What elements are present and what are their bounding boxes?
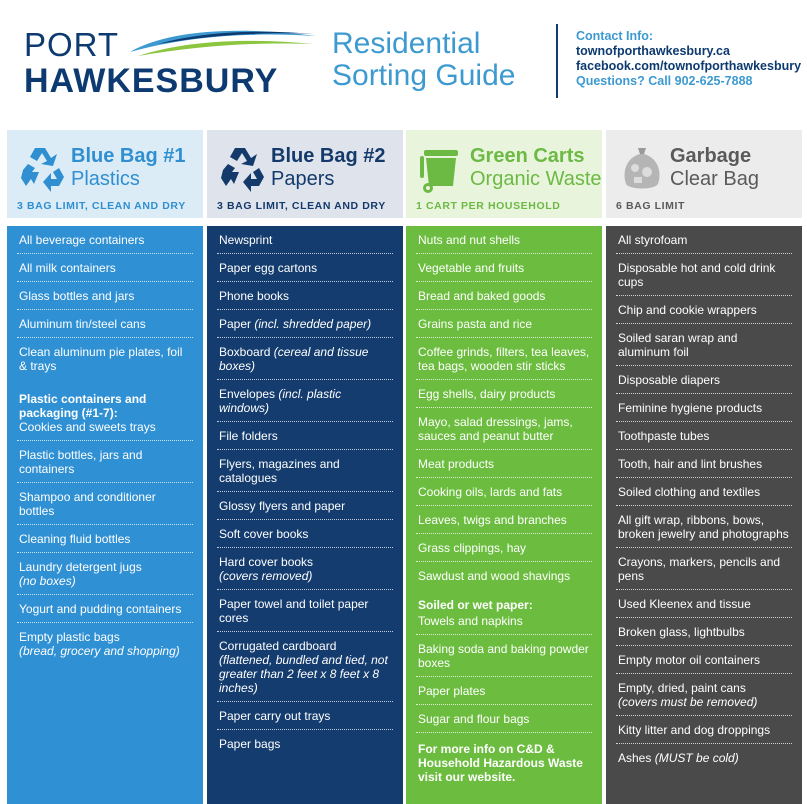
column-list	[7, 226, 203, 804]
column-header	[606, 130, 802, 218]
list-item: Boxboard (cereal and tissue boxes)	[217, 338, 393, 380]
column-title: Blue Bag #2	[271, 145, 386, 167]
list-item: Shampoo and conditioner bottles	[17, 483, 193, 525]
list-item: All milk containers	[17, 254, 193, 282]
garbage-bag-icon	[616, 142, 668, 194]
column-subtitle: Papers	[271, 168, 335, 190]
column-subtitle: Organic Waste	[470, 168, 602, 190]
more-info-note: For more info on C&D & Household Hazardous Waste visit our website.	[418, 742, 583, 784]
list-item: Glass bottles and jars	[17, 282, 193, 310]
list-item: Paper (incl. shredded paper)	[217, 310, 393, 338]
list-item: Chip and cookie wrappers	[616, 296, 792, 324]
header-divider	[556, 24, 558, 98]
column-green-carts-organics	[406, 130, 602, 804]
list-item: Crayons, markers, pencils and pens	[616, 548, 792, 590]
group-title: Plastic containers and packaging (#1-7):	[19, 392, 147, 420]
column-subtitle: Plastics	[71, 168, 140, 190]
list-item: All styrofoam	[616, 226, 792, 254]
list-item: Plastic bottles, jars and containers	[17, 441, 193, 483]
column-blue-bag-plastics	[7, 130, 203, 804]
column-subtitle: Clear Bag	[670, 168, 759, 190]
list-item: Sawdust and wood shavings	[418, 569, 571, 583]
list-item: Paper bags	[219, 737, 281, 751]
list-item: Soiled clothing and textiles	[616, 478, 792, 506]
list-item: Nuts and nut shells	[416, 226, 592, 254]
list-item: Meat products	[416, 450, 592, 478]
list-item: Paper egg cartons	[217, 254, 393, 282]
contact-info	[576, 29, 801, 89]
column-garbage-clear-bag	[606, 130, 802, 804]
contact-website-link[interactable]: townofporthawkesbury.ca	[576, 44, 730, 58]
logo-hawkesbury-text: HAWKESBURY	[24, 62, 279, 100]
port-hawkesbury-logo	[24, 24, 314, 100]
list-item: Mayo, salad dressings, jams, sauces and peanut butter	[416, 408, 592, 450]
list-item: Aluminum tin/steel cans	[17, 310, 193, 338]
list-item: Feminine hygiene products	[616, 394, 792, 422]
list-item: Kitty litter and dog droppings	[616, 716, 792, 744]
list-item: Used Kleenex and tissue	[616, 590, 792, 618]
contact-title: Contact Info:	[576, 29, 654, 43]
list-item: Empty motor oil containers	[616, 646, 792, 674]
column-title: Blue Bag #1	[71, 145, 186, 167]
list-item: Glossy flyers and paper	[217, 492, 393, 520]
list-item: Empty, dried, paint cans (covers must be removed)	[616, 674, 792, 716]
list-item: Egg shells, dairy products	[416, 380, 592, 408]
list-item: Baking soda and baking powder boxes	[416, 635, 592, 677]
column-header	[406, 130, 602, 218]
list-item: Broken glass, lightbulbs	[616, 618, 792, 646]
recycle-icon	[217, 142, 269, 194]
list-item: Leaves, twigs and branches	[416, 506, 592, 534]
list-item: All gift wrap, ribbons, bows, broken jewelry and photographs	[616, 506, 792, 548]
list-item: Laundry detergent jugs (no boxes)	[17, 553, 193, 595]
list-item: Toothpaste tubes	[616, 422, 792, 450]
list-item: Bread and baked goods	[416, 282, 592, 310]
list-item: Paper plates	[416, 677, 592, 705]
column-header	[207, 130, 403, 218]
list-item: Flyers, magazines and catalogues	[217, 450, 393, 492]
list-item: File folders	[217, 422, 393, 450]
title-line-1: Residential	[332, 27, 481, 60]
column-limit: 1 CART PER HOUSEHOLD	[416, 200, 561, 212]
list-item: Grass clippings, hay	[416, 534, 592, 562]
page-title	[332, 28, 515, 92]
column-limit: 3 BAG LIMIT, CLEAN AND DRY	[17, 200, 186, 212]
list-item: Ashes (MUST be cold)	[618, 751, 739, 765]
list-item: Tooth, hair and lint brushes	[616, 450, 792, 478]
list-item: Envelopes (incl. plastic windows)	[217, 380, 393, 422]
list-item: Coffee grinds, filters, tea leaves, tea bags, wooden stir sticks	[416, 338, 592, 380]
list-item: Disposable diapers	[616, 366, 792, 394]
list-item: Paper carry out trays	[217, 702, 393, 730]
list-item: Hard cover books (covers removed)	[217, 548, 393, 590]
list-item: Corrugated cardboard (flattened, bundled and tied, not greater than 2 feet x 8 feet x 8 inches)	[217, 632, 393, 702]
logo-port-text: PORT	[24, 26, 120, 63]
list-item: Grains pasta and rice	[416, 310, 592, 338]
title-line-2: Sorting Guide	[332, 59, 516, 92]
group-title: Soiled or wet paper:	[418, 598, 533, 612]
column-list	[207, 226, 403, 804]
list-item: Empty plastic bags (bread, grocery and shopping)	[19, 630, 180, 658]
logo-swoosh-icon	[128, 26, 318, 60]
column-title: Green Carts	[470, 145, 585, 167]
list-item: Towels and napkins	[416, 612, 592, 635]
contact-facebook-link[interactable]: facebook.com/townofporthawkesbury	[576, 59, 802, 73]
column-blue-bag-papers	[207, 130, 403, 804]
list-item: Soft cover books	[217, 520, 393, 548]
list-item: Paper towel and toilet paper cores	[217, 590, 393, 632]
contact-phone: Questions? Call 902-625-7888	[576, 74, 753, 88]
list-item: Cleaning fluid bottles	[17, 525, 193, 553]
list-item: Cookies and sweets trays	[17, 420, 193, 441]
list-item: Vegetable and fruits	[416, 254, 592, 282]
list-item: Clean aluminum pie plates, foil & trays	[19, 345, 183, 373]
column-list	[606, 226, 802, 804]
column-limit: 6 BAG LIMIT	[616, 200, 686, 212]
column-limit: 3 BAG LIMIT, CLEAN AND DRY	[217, 200, 386, 212]
column-list	[406, 226, 602, 804]
list-item: Yogurt and pudding containers	[17, 595, 193, 623]
recycle-icon	[17, 142, 69, 194]
list-item: Newsprint	[217, 226, 393, 254]
list-item: All beverage containers	[17, 226, 193, 254]
list-item: Sugar and flour bags	[416, 705, 592, 733]
list-item: Phone books	[217, 282, 393, 310]
column-header	[7, 130, 203, 218]
column-title: Garbage	[670, 145, 752, 167]
list-item: Cooking oils, lards and fats	[416, 478, 592, 506]
list-item: Disposable hot and cold drink cups	[616, 254, 792, 296]
green-cart-icon	[416, 142, 468, 194]
list-item: Soiled saran wrap and aluminum foil	[616, 324, 792, 366]
page-header	[0, 0, 807, 130]
